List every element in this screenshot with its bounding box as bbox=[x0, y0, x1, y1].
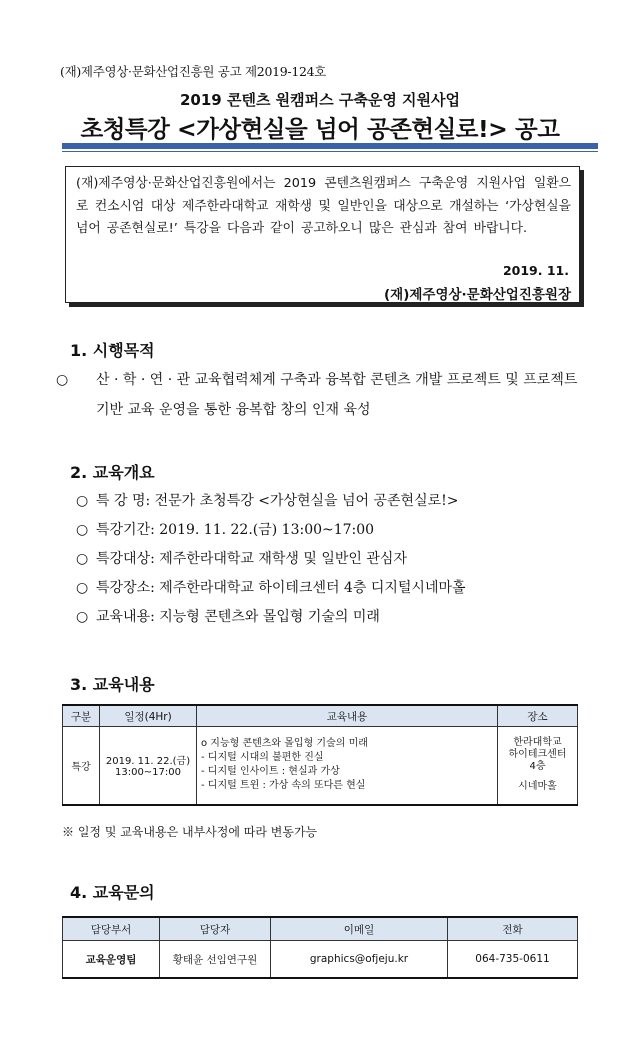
document-title: 초청특강 <가상현실을 넘어 공존현실로!> 공고 bbox=[80, 115, 560, 143]
table-header: 구분 bbox=[63, 705, 100, 727]
schedule-note: ※ 일정 및 교육내용은 내부사정에 따라 변동가능 bbox=[62, 825, 318, 839]
email-cell[interactable]: graphics@ofjeju.kr bbox=[271, 941, 448, 979]
intro-box bbox=[65, 166, 580, 303]
content-line: - 디지털 트윈 : 가상 속의 또다른 현실 bbox=[201, 780, 366, 792]
title-underline-thin bbox=[62, 151, 598, 152]
content-line: - 디지털 시대의 불편한 진실 bbox=[201, 752, 324, 764]
place-line: 하이테크센터 bbox=[508, 749, 567, 761]
schedule-time: 13:00~17:00 bbox=[114, 767, 181, 779]
place-line: 한라대학교 bbox=[513, 737, 562, 749]
intro-text: (재)제주영상·문화산업진흥원에서는 2019 콘텐츠원캠퍼스 구축운영 지원사업 일환으로 컨소시엄 대상 제주한라대학교 재학생 및 일반인을 대상으로 개설하는 ‘가상현실을 넘어 공존현실로!’ 특강을 다음과 같이 공고하오니 많은 관심과 참여 바랍니다. bbox=[76, 176, 571, 236]
department-cell: 교육운영팀 bbox=[63, 941, 160, 979]
section2-item bbox=[76, 548, 407, 568]
table-header-row bbox=[63, 917, 578, 941]
item-lecture-name: 특 강 명: 전문가 초청특강 <가상현실을 넘어 공존현실로!> bbox=[96, 493, 459, 509]
document-subtitle: 2019 콘텐츠 원캠퍼스 구축운영 지원사업 bbox=[180, 91, 460, 109]
table-row bbox=[63, 727, 578, 805]
item-lecture-location: 특강장소: 제주한라대학교 하이테크센터 4층 디지털시네마홀 bbox=[96, 580, 466, 596]
bullet-circle: ○ bbox=[76, 551, 89, 567]
table-cell-schedule bbox=[100, 727, 197, 805]
section2-item bbox=[76, 519, 374, 539]
section3-heading: 3. 교육내용 bbox=[70, 675, 155, 694]
intro-date: 2019. 11. bbox=[502, 263, 569, 278]
section1-paragraph bbox=[56, 365, 586, 425]
content-line: - 디지털 인사이트 : 현실과 가상 bbox=[201, 766, 340, 778]
phone-cell: 064-735-0611 bbox=[448, 941, 578, 979]
inquiry-table bbox=[62, 916, 578, 979]
table-header: 담당자 bbox=[160, 917, 271, 941]
item-lecture-target: 특강대상: 제주한라대학교 재학생 및 일반인 관심자 bbox=[96, 551, 407, 567]
place-line: 시네마홀 bbox=[518, 781, 557, 793]
table-header: 전화 bbox=[448, 917, 578, 941]
table-header: 교육내용 bbox=[197, 705, 498, 727]
item-lecture-content: 교육내용: 지능형 콘텐츠와 몰입형 기술의 미래 bbox=[96, 609, 380, 625]
table-cell-type: 특강 bbox=[63, 727, 100, 805]
content-line: o 지능형 콘텐츠와 몰입형 기술의 미래 bbox=[201, 738, 368, 750]
table-header-row bbox=[63, 705, 578, 727]
place-line: 4층 bbox=[529, 761, 546, 773]
bullet-circle: ○ bbox=[76, 580, 89, 596]
table-header: 장소 bbox=[498, 705, 578, 727]
item-lecture-period: 특강기간: 2019. 11. 22.(금) 13:00~17:00 bbox=[96, 522, 375, 538]
section2-heading: 2. 교육개요 bbox=[70, 463, 155, 482]
section2-item bbox=[76, 490, 458, 510]
table-header: 이메일 bbox=[271, 917, 448, 941]
schedule-date: 2019. 11. 22.(금) bbox=[105, 756, 191, 768]
notice-number: (재)제주영상·문화산업진흥원 공고 제2019-124호 bbox=[60, 64, 327, 79]
table-header: 담당부서 bbox=[63, 917, 160, 941]
section4-heading: 4. 교육문의 bbox=[70, 883, 155, 902]
bullet-circle: ○ bbox=[56, 372, 69, 388]
section1-text: 산 · 학 · 연 · 관 교육협력체계 구축과 융복합 콘텐츠 개발 프로젝트 및 프로젝트 기반 교육 운영을 통한 융복합 창의 인재 육성 bbox=[96, 372, 578, 418]
section1-heading: 1. 시행목적 bbox=[70, 341, 155, 360]
bullet-circle: ○ bbox=[76, 609, 89, 625]
table-row bbox=[63, 941, 578, 979]
section2-item bbox=[76, 606, 380, 626]
education-content-table bbox=[62, 704, 578, 806]
bullet-circle: ○ bbox=[76, 522, 89, 538]
bullet-circle: ○ bbox=[76, 493, 89, 509]
title-underline bbox=[62, 143, 598, 149]
table-cell-place bbox=[498, 727, 578, 805]
contact-person-cell: 황태윤 선임연구원 bbox=[160, 941, 271, 979]
section2-item bbox=[76, 577, 466, 597]
table-header: 일정(4Hr) bbox=[100, 705, 197, 727]
table-cell-contents bbox=[197, 727, 498, 805]
intro-organization: (재)제주영상·문화산업진흥원장 bbox=[383, 287, 571, 303]
